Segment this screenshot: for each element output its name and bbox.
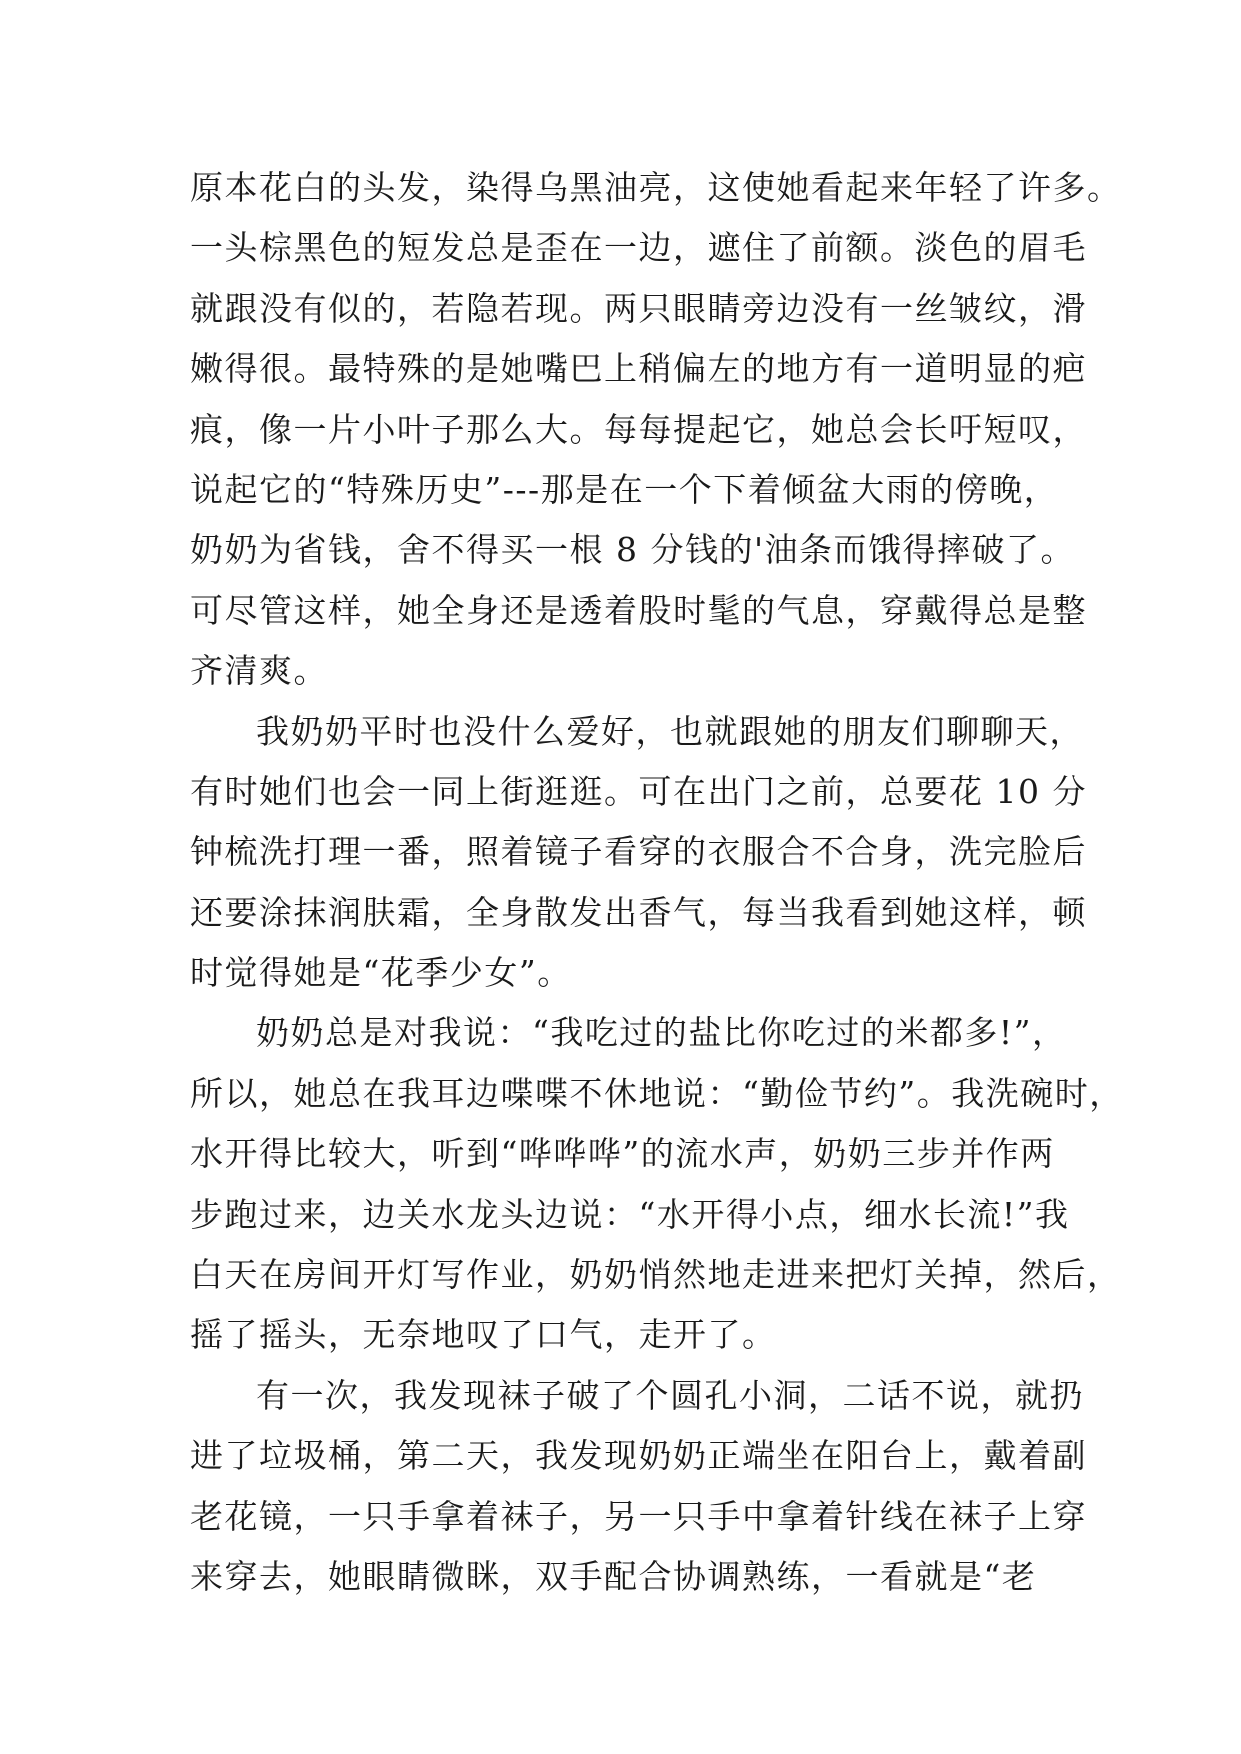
text-line: 摇了摇头，无奈地叹了口气，走开了。 [190,1315,777,1355]
text-line: 白天在房间开灯写作业，奶奶悄然地走进来把灯关掉，然后， [190,1255,1122,1295]
text-line: 说起它的“特殊历史”---那是在一个下着倾盆大雨的傍晚， [190,469,1059,509]
text-line: 老花镜，一只手拿着袜子，另一只手中拿着针线在袜子上穿 [190,1496,1087,1536]
text-line: 可尽管这样，她全身还是透着股时髦的气息，穿戴得总是整 [190,590,1087,630]
paragraph-first-line: 我奶奶平时也没什么爱好，也就跟她的朋友们聊聊天， [256,711,1084,751]
paragraph-first-line: 奶奶总是对我说：“我吃过的盐比你吃过的米都多!”， [256,1013,1067,1053]
text-line: 所以，她总在我耳边喋喋不休地说：“勤俭节约”。我洗碗时， [190,1073,1124,1113]
text-line: 还要涂抹润肤霜，全身散发出香气，每当我看到她这样，顿 [190,892,1087,932]
text-line: 嫩得很。最特殊的是她嘴巴上稍偏左的地方有一道明显的疤 [190,349,1087,389]
text-line: 奶奶为省钱，舍不得买一根 8 分钱的'油条而饿得摔破了。 [190,530,1076,570]
text-line: 一头棕黑色的短发总是歪在一边，遮住了前额。淡色的眉毛 [190,228,1087,268]
text-line: 就跟没有似的，若隐若现。两只眼睛旁边没有一丝皱纹，滑 [190,288,1087,328]
text-line: 进了垃圾桶，第二天，我发现奶奶正端坐在阳台上，戴着副 [190,1436,1087,1476]
text-line: 痕，像一片小叶子那么大。每每提起它，她总会长吁短叹， [190,409,1087,449]
text-line: 钟梳洗打理一番，照着镜子看穿的衣服合不合身，洗完脸后 [190,832,1087,872]
text-line: 水开得比较大，听到“哗哗哗”的流水声，奶奶三步并作两 [190,1134,1055,1174]
paragraph-first-line: 有一次，我发现袜子破了个圆孔小洞，二话不说，就扔 [256,1375,1084,1415]
text-line: 步跑过来，边关水龙头边说：“水开得小点，细水长流!”我 [190,1194,1070,1234]
text-line: 原本花白的头发，染得乌黑油亮，这使她看起来年轻了许多。 [190,168,1122,207]
text-line: 齐清爽。 [190,651,328,691]
text-line: 时觉得她是“花季少女”。 [190,953,572,993]
text-line: 有时她们也会一同上街逛逛。可在出门之前，总要花 10 分 [190,771,1087,811]
body-text [190,158,1124,1607]
text-line: 来穿去，她眼睛微眯，双手配合协调熟练，一看就是“老 [190,1556,1037,1596]
